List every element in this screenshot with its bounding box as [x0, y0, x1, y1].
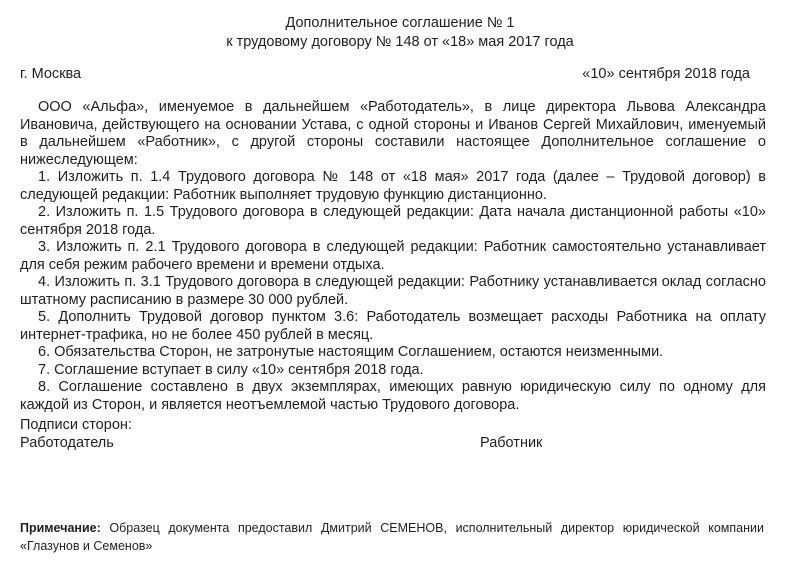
intro-paragraph: ООО «Альфа», именуемое в дальнейшем «Работодатель», в лице директора Львова Александра Ивановича, действующего на основании Устава, с одной стороны и Иванов Сергей Михайлович, именуемый в дальнейшем «Работник», с другой стороны составили настоящее Дополнительное соглашение о нижеследующем:: [20, 99, 766, 168]
agreement-item-5: 5. Дополнить Трудовой договор пунктом 3.6: Работодатель возмещает расходы Работника на оплату интернет-трафика, но не более 450 рублей в месяц.: [20, 309, 766, 343]
place-date-line: [20, 65, 750, 84]
employer-signature-label: Работодатель: [20, 435, 114, 451]
title-line-1: Дополнительное соглашение № 1: [285, 15, 515, 31]
signatures-title: Подписи сторон:: [20, 417, 132, 433]
agreement-item-8: 8. Соглашение составлено в двух экземплярах, имеющих равную юридическую силу по одному для каждой из Сторон, и является неотъемлемой частью Трудового договора.: [20, 379, 766, 413]
footnote: [20, 519, 764, 555]
title-line-2: к трудовому договору № 148 от «18» мая 2017 года: [226, 34, 574, 50]
agreement-item-4: 4. Изложить п. 3.1 Трудового договора в следующей редакции: Работнику устанавливается оклад согласно штатному расписанию в размере 30 000 рублей.: [20, 274, 766, 308]
footnote-text: Образец документа предоставил Дмитрий СЕМЕНОВ, исполнительный директор юридической компании «Глазунов и Семенов»: [20, 521, 764, 553]
footnote-label: Примечание:: [20, 521, 101, 535]
agreement-item-6: 6. Обязательства Сторон, не затронутые настоящим Соглашением, остаются неизменными.: [38, 344, 664, 360]
agreement-body: [20, 99, 766, 414]
agreement-item-7: 7. Соглашение вступает в силу «10» сентября 2018 года.: [38, 361, 424, 378]
employee-signature-label: Работник: [480, 435, 543, 451]
city: г. Москва: [20, 66, 82, 82]
agreement-item-2: 2. Изложить п. 1.5 Трудового договора в следующей редакции: Дата начала дистанционной работы «10» сентября 2018 года.: [20, 204, 766, 238]
document-title: [0, 14, 800, 52]
agreement-item-1: 1. Изложить п. 1.4 Трудового договора № 148 от «18 мая» 2017 года (далее – Трудовой договор) в следующей редакции: Работник выполняет трудовую функцию дистанционно.: [20, 169, 766, 203]
agreement-item-3: 3. Изложить п. 2.1 Трудового договора в следующей редакции: Работник самостоятельно устанавливает для себя режим рабочего времени и времени отдыха.: [20, 239, 766, 273]
document-date: «10» сентября 2018 года: [582, 66, 750, 82]
